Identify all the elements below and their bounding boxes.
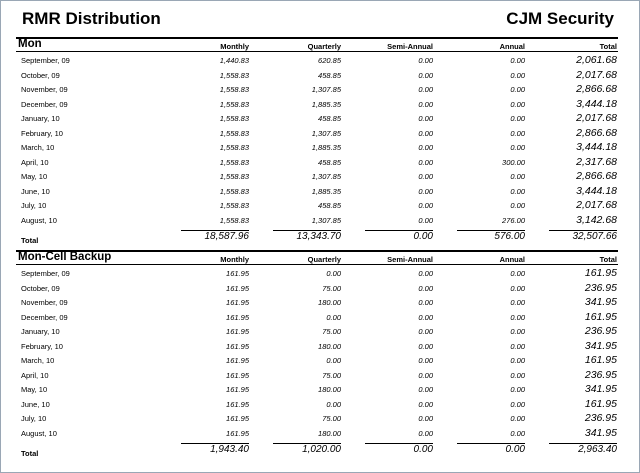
column-header-semi-annual: Semi-Annual xyxy=(387,255,433,264)
cell-total: 3,444.18 xyxy=(576,141,617,153)
cell-monthly: 161.95 xyxy=(226,312,249,322)
cell-monthly: 161.95 xyxy=(226,399,249,409)
table-row xyxy=(16,325,618,339)
cell-monthly: 1,558.83 xyxy=(219,85,249,94)
total-row xyxy=(16,444,618,460)
column-header-monthly: Monthly xyxy=(220,255,249,264)
cell-quarterly: 1,307.85 xyxy=(311,215,341,225)
row-label: September, 09 xyxy=(21,269,70,278)
cell-monthly: 1,558.83 xyxy=(219,157,249,167)
cell-annual: 0.00 xyxy=(510,186,525,196)
table-row xyxy=(16,141,618,155)
cell-annual: 0.00 xyxy=(510,356,525,365)
cell-annual: 0.00 xyxy=(510,341,525,351)
cell-quarterly: 180.00 xyxy=(318,341,341,351)
cell-total: 2,866.68 xyxy=(576,126,617,139)
total-semi-annual: 0.00 xyxy=(413,231,433,242)
cell-annual: 0.00 xyxy=(510,143,525,152)
cell-annual: 300.00 xyxy=(502,157,525,167)
cell-monthly: 161.95 xyxy=(226,341,249,351)
cell-semi-annual: 0.00 xyxy=(418,385,433,394)
total-total: 2,963.40 xyxy=(578,444,617,455)
cell-total: 2,017.68 xyxy=(576,68,617,81)
table-row xyxy=(16,398,618,412)
cell-total: 3,142.68 xyxy=(576,213,617,226)
cell-quarterly: 1,885.35 xyxy=(311,186,341,196)
column-header-quarterly: Quarterly xyxy=(307,42,341,51)
cell-annual: 0.00 xyxy=(510,128,525,138)
cell-monthly: 161.95 xyxy=(226,269,249,278)
table-row xyxy=(16,369,618,383)
column-header-quarterly: Quarterly xyxy=(307,255,341,264)
cell-semi-annual: 0.00 xyxy=(418,312,433,322)
table-row xyxy=(16,199,618,213)
cell-semi-annual: 0.00 xyxy=(418,215,433,225)
row-label: April, 10 xyxy=(21,157,49,167)
cell-quarterly: 1,307.85 xyxy=(311,85,341,94)
cell-semi-annual: 0.00 xyxy=(418,157,433,167)
table-row xyxy=(16,296,618,310)
cell-semi-annual: 0.00 xyxy=(418,201,433,210)
cell-total: 2,017.68 xyxy=(576,199,617,211)
cell-semi-annual: 0.00 xyxy=(418,172,433,181)
total-monthly: 1,943.40 xyxy=(210,444,249,455)
table-row xyxy=(16,127,618,141)
cell-total: 161.95 xyxy=(584,310,617,323)
cell-quarterly: 0.00 xyxy=(326,269,341,278)
cell-semi-annual: 0.00 xyxy=(418,114,433,123)
cell-annual: 0.00 xyxy=(510,399,525,409)
row-label: January, 10 xyxy=(21,114,60,123)
column-header-semi-annual: Semi-Annual xyxy=(387,42,433,51)
cell-quarterly: 75.00 xyxy=(322,370,341,380)
table-row xyxy=(16,170,618,184)
cell-quarterly: 620.85 xyxy=(318,56,341,65)
cell-quarterly: 0.00 xyxy=(326,356,341,365)
table-row xyxy=(16,69,618,83)
cell-quarterly: 180.00 xyxy=(318,428,341,438)
cell-semi-annual: 0.00 xyxy=(418,341,433,351)
cell-total: 341.95 xyxy=(584,296,617,308)
cell-semi-annual: 0.00 xyxy=(418,186,433,196)
row-label: May, 10 xyxy=(21,385,48,394)
cell-total: 3,444.18 xyxy=(576,97,617,110)
section-top-rule xyxy=(16,37,618,39)
cell-annual: 0.00 xyxy=(510,385,525,394)
total-annual: 576.00 xyxy=(494,231,525,242)
cell-quarterly: 458.85 xyxy=(318,114,341,123)
cell-monthly: 1,440.83 xyxy=(219,56,249,65)
cell-total: 341.95 xyxy=(584,426,617,439)
cell-monthly: 1,558.83 xyxy=(219,70,249,80)
table-row xyxy=(16,412,618,426)
cell-quarterly: 180.00 xyxy=(318,385,341,394)
table-row xyxy=(16,383,618,397)
total-monthly: 18,587.96 xyxy=(204,231,249,242)
total-annual: 0.00 xyxy=(505,444,525,455)
row-label: February, 10 xyxy=(21,341,63,351)
column-header-total: Total xyxy=(599,42,617,51)
cell-quarterly: 458.85 xyxy=(318,201,341,210)
cell-annual: 0.00 xyxy=(510,201,525,210)
cell-semi-annual: 0.00 xyxy=(418,70,433,80)
section-mon-cell-backup xyxy=(16,250,618,462)
column-header-annual: Annual xyxy=(499,42,525,51)
cell-monthly: 1,558.83 xyxy=(219,215,249,225)
table-row xyxy=(16,156,618,170)
cell-semi-annual: 0.00 xyxy=(418,414,433,423)
cell-semi-annual: 0.00 xyxy=(418,269,433,278)
cell-semi-annual: 0.00 xyxy=(418,327,433,336)
total-label: Total xyxy=(21,449,39,458)
row-label: August, 10 xyxy=(21,428,57,438)
cell-quarterly: 75.00 xyxy=(322,327,341,336)
cell-total: 2,866.68 xyxy=(576,83,617,95)
section-mon xyxy=(16,37,618,249)
cell-semi-annual: 0.00 xyxy=(418,399,433,409)
cell-total: 341.95 xyxy=(584,383,617,395)
cell-semi-annual: 0.00 xyxy=(418,99,433,109)
total-semi-annual: 0.00 xyxy=(413,444,433,455)
table-row xyxy=(16,98,618,112)
row-label: June, 10 xyxy=(21,399,50,409)
cell-monthly: 1,558.83 xyxy=(219,143,249,152)
total-quarterly: 1,020.00 xyxy=(302,444,341,455)
header-rule xyxy=(16,264,618,265)
table-row xyxy=(16,267,618,281)
cell-total: 2,061.68 xyxy=(576,54,617,66)
table-row xyxy=(16,54,618,68)
cell-quarterly: 0.00 xyxy=(326,312,341,322)
row-label: August, 10 xyxy=(21,215,57,225)
cell-monthly: 1,558.83 xyxy=(219,186,249,196)
cell-semi-annual: 0.00 xyxy=(418,298,433,307)
cell-annual: 0.00 xyxy=(510,283,525,293)
row-label: March, 10 xyxy=(21,356,55,365)
cell-annual: 0.00 xyxy=(510,56,525,65)
cell-total: 161.95 xyxy=(584,267,617,279)
column-header-total: Total xyxy=(599,255,617,264)
cell-total: 236.95 xyxy=(584,368,617,381)
cell-annual: 0.00 xyxy=(510,172,525,181)
cell-total: 341.95 xyxy=(584,339,617,352)
column-header-annual: Annual xyxy=(499,255,525,264)
row-label: November, 09 xyxy=(21,298,68,307)
cell-semi-annual: 0.00 xyxy=(418,283,433,293)
header-rule xyxy=(16,51,618,52)
row-label: December, 09 xyxy=(21,99,68,109)
cell-monthly: 1,558.83 xyxy=(219,172,249,181)
cell-total: 236.95 xyxy=(584,325,617,337)
row-label: May, 10 xyxy=(21,172,48,181)
cell-annual: 0.00 xyxy=(510,370,525,380)
total-row xyxy=(16,231,618,247)
row-label: September, 09 xyxy=(21,56,70,65)
report-title: RMR Distribution xyxy=(22,9,161,28)
row-label: January, 10 xyxy=(21,327,60,336)
cell-monthly: 161.95 xyxy=(226,370,249,380)
row-label: October, 09 xyxy=(21,283,60,293)
total-quarterly: 13,343.70 xyxy=(296,231,341,242)
company-name: CJM Security xyxy=(506,9,614,28)
row-label: July, 10 xyxy=(21,201,47,210)
cell-quarterly: 75.00 xyxy=(322,283,341,293)
cell-monthly: 161.95 xyxy=(226,428,249,438)
cell-annual: 0.00 xyxy=(510,70,525,80)
cell-total: 2,317.68 xyxy=(576,155,617,168)
cell-quarterly: 1,307.85 xyxy=(311,128,341,138)
cell-semi-annual: 0.00 xyxy=(418,428,433,438)
row-label: December, 09 xyxy=(21,312,68,322)
cell-annual: 0.00 xyxy=(510,312,525,322)
cell-monthly: 1,558.83 xyxy=(219,201,249,210)
table-row xyxy=(16,354,618,368)
row-label: March, 10 xyxy=(21,143,55,152)
cell-total: 2,866.68 xyxy=(576,170,617,182)
cell-quarterly: 1,885.35 xyxy=(311,143,341,152)
table-row xyxy=(16,427,618,441)
cell-semi-annual: 0.00 xyxy=(418,85,433,94)
cell-annual: 0.00 xyxy=(510,99,525,109)
table-row xyxy=(16,311,618,325)
table-row xyxy=(16,214,618,228)
cell-annual: 276.00 xyxy=(502,215,525,225)
cell-quarterly: 1,885.35 xyxy=(311,99,341,109)
section-title: Mon xyxy=(18,38,42,50)
cell-monthly: 161.95 xyxy=(226,298,249,307)
cell-quarterly: 458.85 xyxy=(318,70,341,80)
cell-monthly: 1,558.83 xyxy=(219,99,249,109)
cell-quarterly: 180.00 xyxy=(318,298,341,307)
row-label: February, 10 xyxy=(21,128,63,138)
row-label: July, 10 xyxy=(21,414,47,423)
total-total: 32,507.66 xyxy=(572,231,617,242)
table-row xyxy=(16,282,618,296)
cell-monthly: 161.95 xyxy=(226,385,249,394)
cell-annual: 0.00 xyxy=(510,414,525,423)
cell-total: 236.95 xyxy=(584,412,617,424)
row-label: June, 10 xyxy=(21,186,50,196)
row-label: October, 09 xyxy=(21,70,60,80)
cell-annual: 0.00 xyxy=(510,298,525,307)
cell-semi-annual: 0.00 xyxy=(418,143,433,152)
cell-annual: 0.00 xyxy=(510,85,525,94)
cell-semi-annual: 0.00 xyxy=(418,370,433,380)
cell-total: 236.95 xyxy=(584,281,617,294)
row-label: November, 09 xyxy=(21,85,68,94)
table-row xyxy=(16,185,618,199)
cell-quarterly: 75.00 xyxy=(322,414,341,423)
cell-total: 161.95 xyxy=(584,354,617,366)
cell-total: 3,444.18 xyxy=(576,184,617,197)
cell-semi-annual: 0.00 xyxy=(418,128,433,138)
cell-annual: 0.00 xyxy=(510,269,525,278)
section-title: Mon-Cell Backup xyxy=(18,251,112,263)
cell-total: 2,017.68 xyxy=(576,112,617,124)
cell-annual: 0.00 xyxy=(510,327,525,336)
cell-quarterly: 1,307.85 xyxy=(311,172,341,181)
cell-monthly: 161.95 xyxy=(226,356,249,365)
cell-semi-annual: 0.00 xyxy=(418,56,433,65)
cell-total: 161.95 xyxy=(584,397,617,410)
table-row xyxy=(16,83,618,97)
cell-monthly: 161.95 xyxy=(226,327,249,336)
cell-monthly: 1,558.83 xyxy=(219,128,249,138)
cell-monthly: 161.95 xyxy=(226,283,249,293)
cell-semi-annual: 0.00 xyxy=(418,356,433,365)
cell-monthly: 161.95 xyxy=(226,414,249,423)
cell-monthly: 1,558.83 xyxy=(219,114,249,123)
total-label: Total xyxy=(21,236,39,245)
cell-quarterly: 458.85 xyxy=(318,157,341,167)
cell-annual: 0.00 xyxy=(510,114,525,123)
row-label: April, 10 xyxy=(21,370,49,380)
table-row xyxy=(16,112,618,126)
cell-quarterly: 0.00 xyxy=(326,399,341,409)
table-row xyxy=(16,340,618,354)
column-header-monthly: Monthly xyxy=(220,42,249,51)
cell-annual: 0.00 xyxy=(510,428,525,438)
